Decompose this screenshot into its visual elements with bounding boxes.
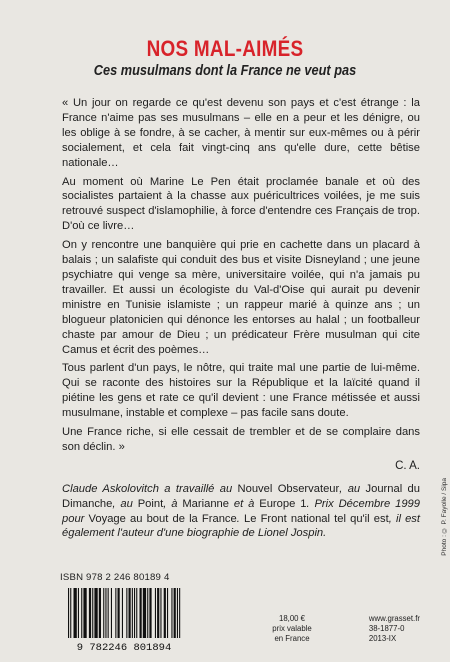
barcode-bar <box>89 588 91 638</box>
author-initials: C. A. <box>395 459 420 472</box>
barcode-bar <box>115 588 116 638</box>
barcode-bar <box>126 588 127 638</box>
price-note-1: prix valable <box>272 624 312 633</box>
barcode-bar <box>78 588 79 638</box>
barcode-bar <box>83 588 86 638</box>
barcode-bar <box>157 588 159 638</box>
blurb-paragraph: Une France riche, si elle cessait de trembler et de se complaire dans son déclin. » <box>62 426 420 453</box>
barcode-bar <box>149 588 151 638</box>
price-block <box>260 614 324 644</box>
publisher-code: 38-1877-0 <box>368 624 405 633</box>
blurb-paragraph: Au moment où Marine Le Pen était proclamée banale et où des socialistes partaient à la chasse aux puéricultrices voilées, je me suis retrouvé suspect d'islamophilie, à force d'entendre ces Français de trop. D'où ce livre… <box>62 175 420 233</box>
barcode-bar <box>99 588 101 638</box>
barcode-bar <box>92 588 93 638</box>
barcode <box>58 586 190 652</box>
barcode-bar <box>108 588 109 638</box>
blurb-text <box>62 96 420 545</box>
barcode-bars <box>68 588 180 638</box>
blurb-paragraph: Tous parlent d'un pays, le nôtre, qui traite mal une partie de lui-même. Qui se raconte des histoires sur la République et la laïcité quand il piétine les gens et rate ce qu'il devient : une France métissée et aussi musulmane, instable et complexe – pas facile sans doute. <box>62 362 420 420</box>
barcode-bar <box>118 588 120 638</box>
blurb-paragraph: « Un jour on regarde ce qu'est devenu son pays et c'est étrange : la France n'aime pas ses musulmans – elle en a peur et les dénigre, ou les oblige à se fondre, à se cacher, à mentir sur eux-mêmes ou à périr socialement, et cela fait vingt-cinq ans qu'elle dure, cette bêtise nationale… <box>62 97 420 169</box>
publisher-info <box>369 614 420 644</box>
barcode-bar <box>94 588 97 638</box>
book-title: NOS MAL-AIMÉS <box>146 36 304 61</box>
barcode-bar <box>171 588 172 638</box>
barcode-bar <box>179 588 180 638</box>
photo-credit: Photo : © P. Fayolle / Sipa <box>441 478 448 556</box>
barcode-bar <box>122 588 123 638</box>
publisher-edition: 2013-IX <box>368 634 397 643</box>
publisher-url: www.grasset.fr <box>368 614 420 623</box>
blurb-paragraph: On y rencontre une banquière qui prie en cachette dans un placard à balais ; un salafiste qui conduit des bus et visite Disneyland ; une jeune psychiatre qui venge sa mère, universitaire voilée, qui n'a jamais pu travailler. Et aussi un écologiste du Val-d'Oise qui aurait pu devenir ministre en Tunisie islamiste ; un rappeur marié à quinze ans ; un blogueur platonicien qui dénonce les entorses au halal ; un footballeur chaste par amour de Dieu ; un prédicateur Frère musulman qui cite Camus et écrit des poèmes… <box>62 239 420 356</box>
barcode-bar <box>164 588 166 638</box>
barcode-bar <box>129 588 131 638</box>
barcode-bar <box>111 588 112 638</box>
barcode-bar <box>68 588 69 638</box>
barcode-bar <box>136 588 137 638</box>
barcode-bar <box>132 588 133 638</box>
barcode-bar <box>105 588 106 638</box>
price: 18,00 € <box>278 614 305 623</box>
barcode-bar <box>81 588 82 638</box>
barcode-bar <box>70 588 71 638</box>
barcode-bar <box>147 588 148 638</box>
barcode-bar <box>177 588 178 638</box>
book-subtitle: Ces musulmans dont la France ne veut pas <box>93 63 357 79</box>
barcode-bar <box>155 588 156 638</box>
barcode-bar <box>140 588 142 638</box>
barcode-bar <box>160 588 161 638</box>
barcode-bar <box>103 588 104 638</box>
barcode-bar <box>143 588 146 638</box>
barcode-bar <box>134 588 135 638</box>
price-note-2: en France <box>274 634 310 643</box>
barcode-bar <box>174 588 176 638</box>
barcode-digits: 9 782246 801894 <box>76 642 172 652</box>
isbn: ISBN 978 2 246 80189 4 <box>60 572 170 583</box>
barcode-bar <box>74 588 77 638</box>
author-bio: Claude Askolovitch a travaillé au Nouvel Observateur, au Journal du Dimanche, au Point, à Marianne et à Europe 1. Prix Décembre 1999 pour Voyage au bout de la France. Le Front national tel qu'il est, il est également l'auteur d'une biographie de Lionel Jospin. <box>62 482 420 540</box>
barcode-bar <box>167 588 168 638</box>
